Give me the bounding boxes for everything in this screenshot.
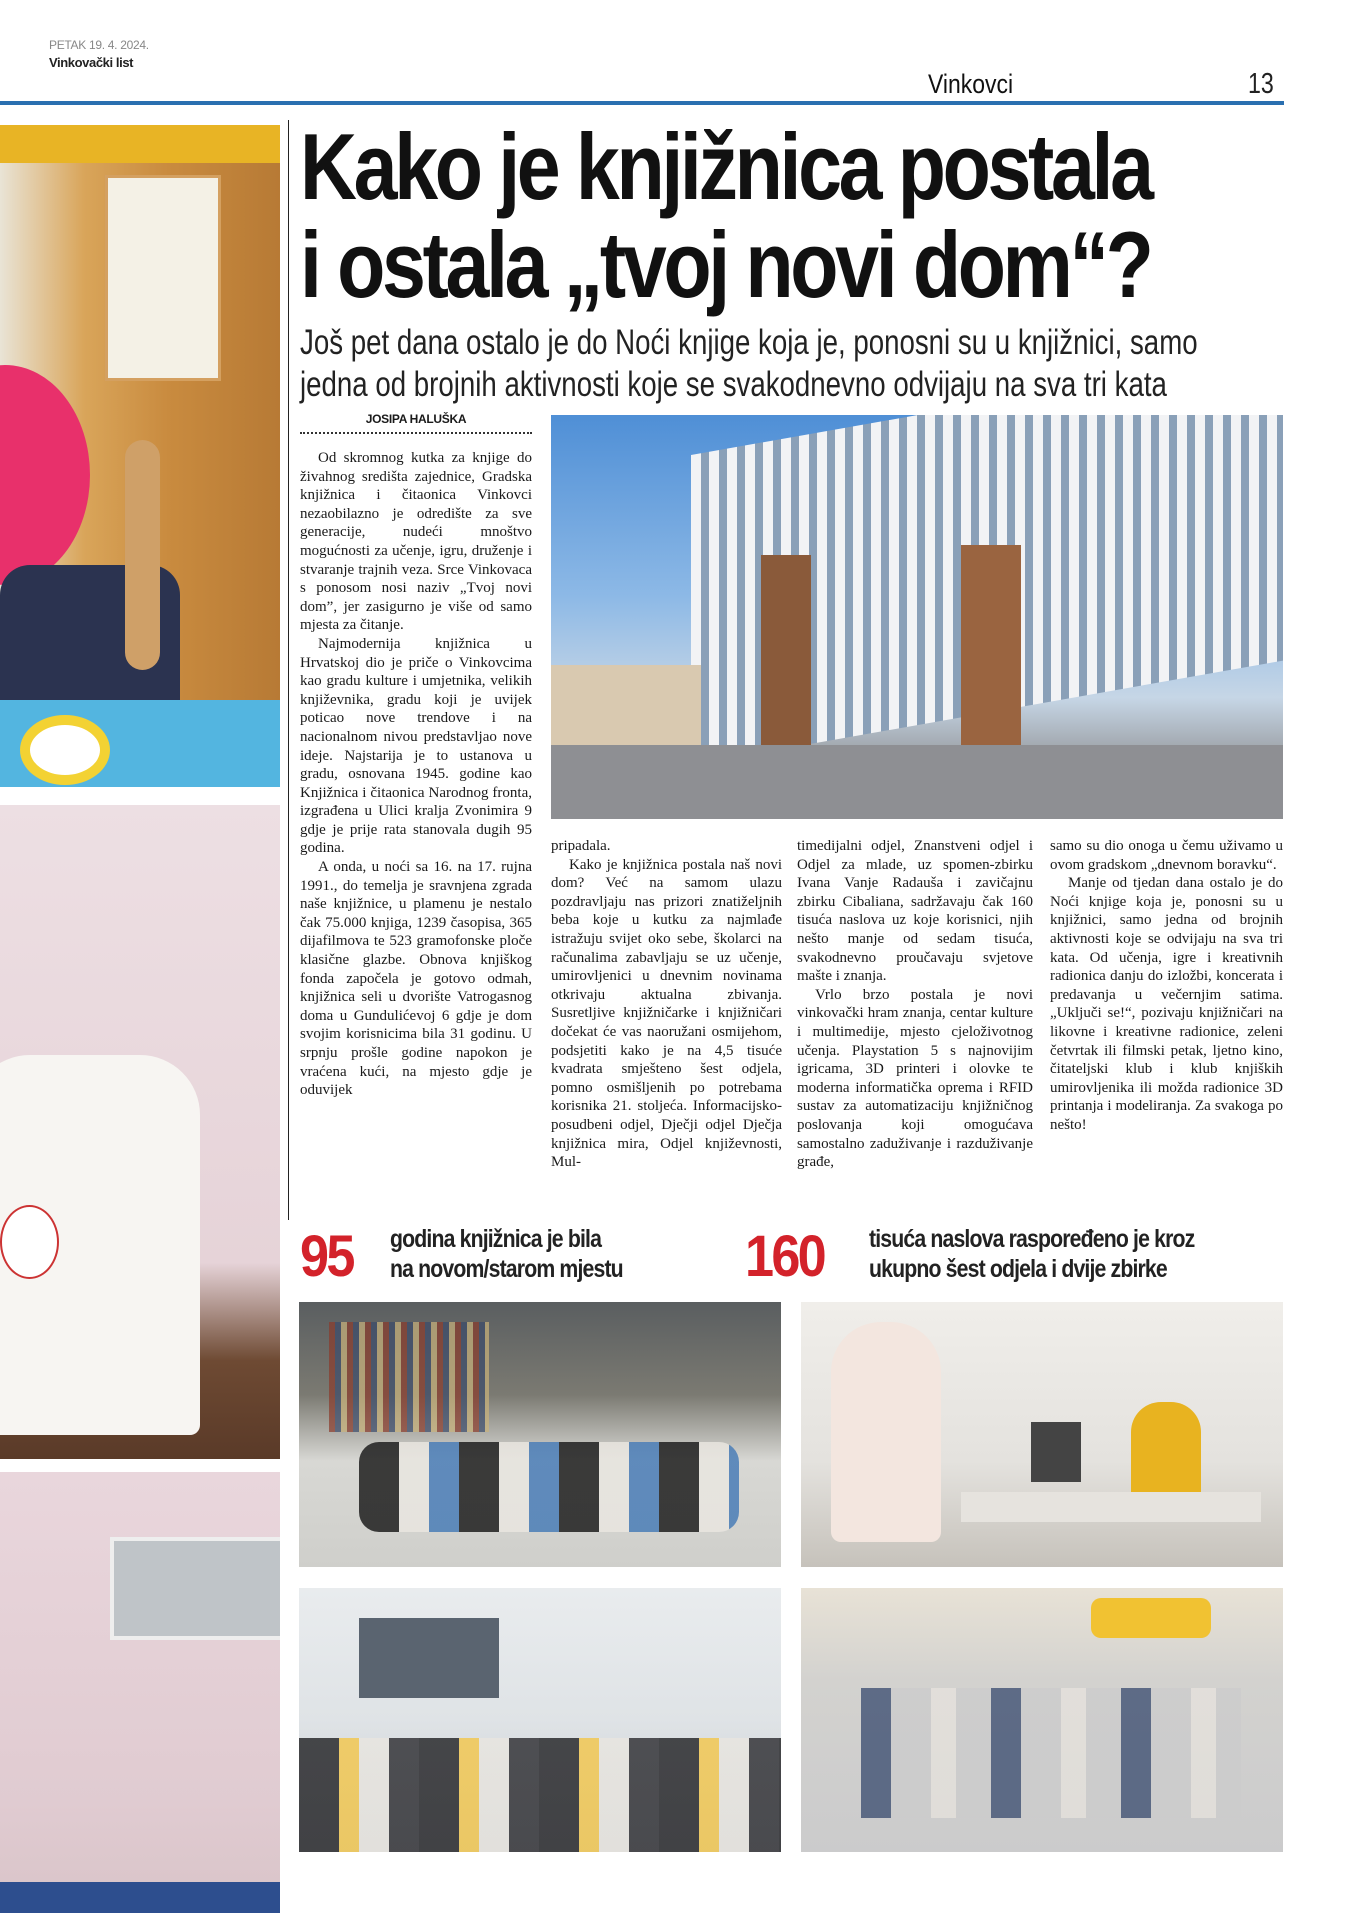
photo-youth-reading-group	[299, 1302, 781, 1567]
fact-text	[869, 1224, 1194, 1284]
column-divider	[288, 120, 289, 1220]
paragraph: A onda, u noći sa 16. na 17. rujna 1991., do temelja je sravnjena zgrada naše knjižnice, u plamenu je nestalo čak 75.000 knjiga, 1239 časopisa, 365 dijafilmova te 523 gramofonske ploče klasične glazbe. Obnova knjiškog fonda započela je gotovo odmah, knjižnica seli u dvorište Vatrogasnog doma u Gundulićevoj 6 gdje je dom svojim korisnicima bila 31 godinu. U srpnju prošle godine napokon je vraćena kući, na mjesto gdje je oduvijek	[300, 859, 532, 1099]
photo-child-with-spoon	[0, 125, 280, 787]
paragraph: pripadala.	[551, 838, 611, 854]
paragraph: samo su dio onoga u čemu uživamo u ovom gradskom „dnevnom boravku“.	[1050, 838, 1283, 873]
fact-line: tisuća naslova raspoređeno je kroz	[869, 1225, 1195, 1253]
paragraph: Najmodernija knjižnica u Hrvatskoj dio je priče o Vinkovcima kao gradu kulture i umjetnika, velikih književnika, gradu koji je uvijek poticao nove trendove i na nacionalnom nivou predstavljao nove ideje. Najstarija je to ustanova u gradu, osnovana 1945. godine kao Knjižnica i čitaonica Narodnog fronta, izgrađena u Ulici kralja Zvonimira 9 gdje je prije rata stanovala dugih 95 godina.	[300, 635, 532, 857]
fact-line: na novom/starom mjestu	[390, 1255, 623, 1283]
article-column-4	[1050, 837, 1283, 1135]
photo-karate-room	[0, 1472, 280, 1913]
fact-line: godina knjižnica je bila	[390, 1225, 602, 1253]
issue-date: PETAK 19. 4. 2024.	[49, 38, 149, 52]
photo-karate-child	[0, 805, 280, 1459]
byline: JOSIPA HALUŠKA	[365, 412, 467, 426]
paragraph: timedijalni odjel, Znanstveni odjel i Odjel za mlade, uz spomen-zbirku Ivana Vanje Radauša i zavičajnu zbirku Cibaliana, sadržavaju čak 160 tisuća naslova uz koje korisnici, njih nešto manje od sedam tisuća, svakodnevno proučavaju svjetove mašte i znanja.	[797, 838, 1033, 985]
photo-meeting-table	[299, 1588, 781, 1852]
subheadline-line-2: jedna od brojnih aktivnosti koje se svakodnevno odvijaju na sva tri kata	[300, 365, 1167, 404]
subheadline	[300, 322, 1198, 406]
paragraph: Manje od tjedan dana ostalo je do Noći knjige koja je, ponosni su u knjižnici, samo jedna od brojnih aktivnosti koje se odvijaju na sva tri kata. Od učenja, igre i kreativnih radionica danju do izložbi, koncerata i predavanja u večernjim satima. „Uključi se!“, pozivaju knjižničari na likovne i kreativne radionice, zeleni četvrtak ili filmski petak, ljetno kino, čitateljski klub i klub knjiških umirovljenika ili možda radionice 3D printanja i modeliranja. Za svakoga po nešto!	[1050, 875, 1283, 1133]
headline-line-1: Kako je knjižnica postala	[300, 114, 1151, 219]
article-column-3	[797, 837, 1033, 1172]
header-rule	[0, 101, 1284, 105]
paragraph: Vrlo brzo postala je novi vinkovački hram znanja, centar kulture i multimedije, mjesto cjeloživotnog učenja. Playstation 5 s najnovijim igricama, 3D printeri i olovke te moderna informatička oprema i RFID sustav za automatizaciju knjižničnog poslovanja koji omogućava samostalno zaduživanje i razduživanje građe,	[797, 986, 1033, 1171]
subheadline-line-1: Još pet dana ostalo je do Noći knjige koja je, ponosni su u knjižnici, samo	[300, 323, 1198, 362]
section-title: Vinkovci	[928, 69, 1014, 99]
headline-line-2: i ostala „tvoj novi dom“?	[300, 212, 1151, 317]
page-number: 13	[1248, 68, 1274, 100]
paragraph: Kako je knjižnica postala naš novi dom? Već na samom ulazu pozdravljaju nas prizori znatiželjnih beba koje u kutku za najmlađe istražuju svijet oko sebe, školarci na računalima zabavljaju se uz učenje, umirovljenici u dnevnim novinama otkrivaju aktualna zbivanja. Susretljive knjižničarke i knjižničari dočekat će vas naoružani osmijehom, podsjetiti kako je na 4,5 tisuće kvadrata smješteno šest odjela, pomno osmišljenih po potrebama korisnika 21. stoljeća. Informacijsko-posudbeni odjel, Dječji odjel Dječja knjižnica mira, Odjel književnosti, Mul-	[551, 856, 782, 1171]
fact-number: 160	[745, 1224, 825, 1289]
article-column-2	[551, 837, 782, 1172]
photo-children-playroom	[801, 1588, 1283, 1852]
fact-text	[390, 1224, 623, 1284]
byline-divider	[300, 432, 532, 434]
newspaper-name: Vinkovački list	[49, 55, 134, 70]
photo-librarian-desk	[801, 1302, 1283, 1567]
paragraph: Od skromnog kutka za knjige do živahnog središta zajednice, Gradska knjižnica i čitaonica Vinkovci nezaobilazno je odredište za sve generacije, nudeći mnoštvo mogućnosti za učenje, igru, druženje i stvaranje trajnih veza. Srce Vinkovaca s ponosom nosi naziv „Tvoj novi dom”, jer zasigurno je više od samo mjesta za čitanje.	[300, 450, 532, 634]
fact-line: ukupno šest odjela i dvije zbirke	[869, 1255, 1167, 1283]
photo-library-building	[551, 415, 1283, 819]
fact-number: 95	[300, 1224, 353, 1289]
article-column-1	[300, 449, 532, 1100]
headline	[300, 114, 1151, 317]
